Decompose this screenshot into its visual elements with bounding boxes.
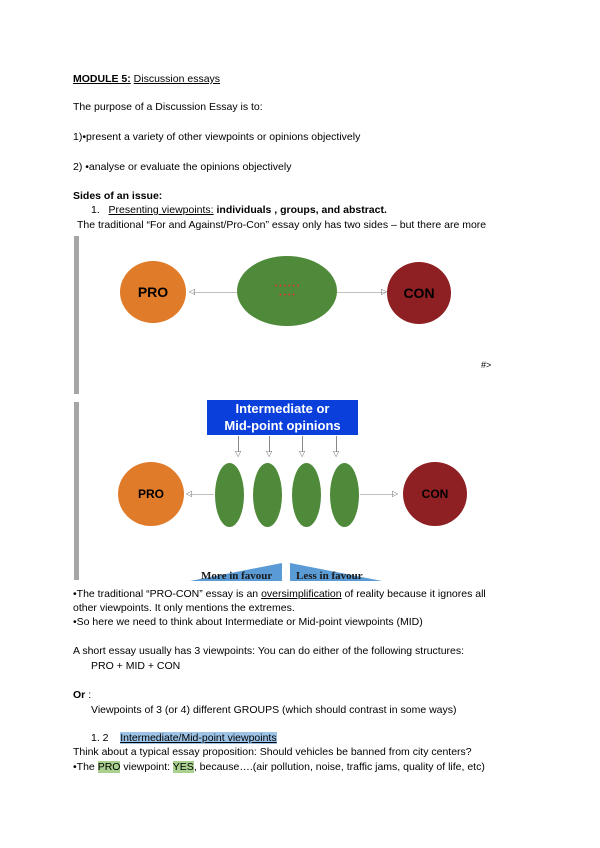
- box-line-2: Mid-point opinions: [224, 417, 341, 433]
- groups-line: Viewpoints of 3 (or 4) different GROUPS (which should contrast in some ways): [91, 704, 457, 716]
- diagram2-arrowhead-right: ▷: [392, 489, 399, 498]
- proposition-line: Think about a typical essay proposition: Should vehicles be banned from city centers?: [73, 746, 472, 758]
- structures-formula: PRO + MID + CON: [91, 660, 181, 672]
- section-2-heading: [91, 732, 277, 745]
- module-title: Discussion essays: [133, 73, 221, 85]
- diagram2-pro-label: PRO: [137, 487, 164, 501]
- paragraph-line-3: •So here we need to think about Intermediate or Mid-point viewpoints (MID): [73, 616, 423, 628]
- arrowhead-down-1: ▽: [235, 449, 242, 458]
- pro-mid: viewpoint:: [120, 761, 173, 773]
- diagram1-pro-label: PRO: [137, 284, 169, 300]
- item-label: Presenting viewpoints:: [108, 204, 214, 216]
- pro-prefix: •The: [73, 761, 98, 773]
- arrowhead-down-3: ▽: [299, 449, 306, 458]
- traditional-sentence: The traditional “For and Against/Pro-Con” essay only has two sides – but there are more: [77, 219, 487, 231]
- or-line: [73, 689, 91, 702]
- para-text-b: of reality because it ignores all: [341, 588, 486, 600]
- diagram1-con-label: CON: [403, 285, 435, 301]
- section-2-number: 1. 2: [91, 732, 109, 744]
- paragraph-line-2: other viewpoints. It only mentions the extremes.: [73, 602, 295, 614]
- diagram1-arrowhead-left: ◁: [189, 287, 196, 296]
- item-number: 1.: [91, 204, 100, 216]
- point-2: 2) •analyse or evaluate the opinions objectively: [73, 161, 292, 173]
- point-1: 1)•present a variety of other viewpoints or opinions objectively: [73, 131, 361, 143]
- diagram2-arrowhead-left: ◁: [186, 489, 193, 498]
- pro-viewpoint-line: [73, 761, 485, 774]
- or-word: Or: [73, 689, 86, 701]
- oversimplification-word: oversimplification: [261, 588, 342, 600]
- structures-intro: A short essay usually has 3 viewpoints: You can do either of the following structures:: [73, 645, 465, 657]
- diagram2-con-label: CON: [421, 487, 449, 501]
- or-colon: :: [88, 689, 92, 701]
- diagram1-middle-dots: • • • • • • • • • •: [274, 283, 300, 299]
- intro-text: The purpose of a Discussion Essay is to:: [73, 101, 263, 113]
- item-bold: individuals , groups, and abstract.: [213, 204, 387, 216]
- arrowhead-down-4: ▽: [333, 449, 340, 458]
- pro-highlight: PRO: [97, 761, 121, 773]
- paragraph-line-1: [73, 588, 486, 601]
- para-text-a: •The traditional “PRO-CON” essay is an: [73, 588, 262, 600]
- box-line-1: Intermediate or: [235, 401, 330, 417]
- module-number: MODULE 5:: [73, 73, 131, 85]
- arrowhead-down-2: ▽: [266, 449, 273, 458]
- sides-heading: Sides of an issue:: [73, 190, 163, 202]
- pro-rest: , because….(air pollution, noise, traffic jams, quality of life, etc): [193, 761, 485, 773]
- more-in-favour-label: More in favour: [201, 570, 273, 582]
- diagram1-mark: #>: [481, 360, 492, 370]
- section-2-label: Intermediate/Mid-point viewpoints: [120, 732, 277, 744]
- diagram1-arrowhead-right: ▷: [381, 287, 388, 296]
- less-in-favour-label: Less in favour: [296, 570, 363, 582]
- yes-highlight: YES: [172, 761, 194, 773]
